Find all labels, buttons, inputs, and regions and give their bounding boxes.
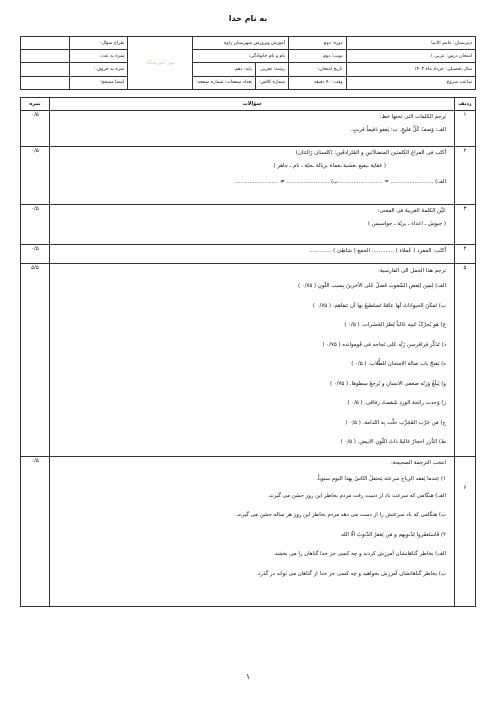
- question-line: ب) هنگامی که باد سرعتش را از دست می دهد مردم بخاطر این روز هر ساله جشن می گیرند.: [235, 512, 446, 518]
- question-score: ۰/۵: [21, 205, 50, 245]
- question-body: [50, 111, 455, 147]
- col-head-score: نمره: [21, 98, 50, 111]
- header-cell: سال تحصیلی: خرداد ماه ۱۴۰۳: [346, 63, 475, 76]
- question-line: اُکتُب فی الفراغ الکلمتین المتضادَّتینِ و المُتَرادِفَینِ: (کلستان ژالتتان): [295, 150, 446, 156]
- col-head-questions: سؤالات: [50, 98, 455, 111]
- header-cell: دبیرستان: عامم الانبیا: [346, 37, 475, 50]
- header-cell: [21, 50, 70, 63]
- header-cell: رشته: تجربی: [255, 63, 288, 76]
- header-cell: شماره کلاس:: [255, 76, 288, 89]
- question-number: ۲: [455, 147, 476, 205]
- question-number: ۴: [455, 245, 476, 264]
- question-line: ب) تَمکَنَ الحیواناتُ لَها عامّةٌ تَستَطیعُ بها اَن تتفاهم. ( ۰/۷۵ ): [312, 302, 446, 309]
- question-line: ح) مَن جَرَّب المُجَرِّب حلَّت بِه النّدامة. ( ۰/۵ ): [345, 419, 446, 426]
- questions-table: [20, 97, 476, 607]
- question-line: عَیِّن الکلمةَ الغریبةَ فی المعنی:: [377, 208, 446, 214]
- header-cell: آموزش وپرورش شهرستان زاوه: [193, 37, 289, 50]
- header-cell: [21, 37, 70, 50]
- header-cell: امضا مصحح:: [70, 76, 128, 89]
- question-line: ۲) فَاستَغفَروا لِذُنوبِهم و مَن یَغفرُ الذّنوبَ الّا الله: [341, 531, 446, 538]
- question-body: [50, 147, 455, 205]
- question-line: الف) هنگامی که سرعت باد از دست رفت مردم بخاطر این روز جشن می گیرند.: [267, 492, 446, 499]
- question-score: ۵/۵: [21, 263, 50, 456]
- header-cell: [21, 76, 70, 89]
- question-score: ۰/۵: [21, 245, 50, 264]
- question-line: ز) وَجدت رائحة الوردِ شَمَمتُ رفاقی. ( ۰/۵ ): [347, 400, 446, 406]
- question-line: ( غقایة ـبقیع ـعشبة ـغماة ـزیالة ـحیّة ـ نام ـ جاهر ): [273, 162, 386, 169]
- question-row: [21, 147, 476, 205]
- col-head-row: ردیف: [455, 98, 476, 111]
- question-line: ط) الدُّرر احجارٌ غالیةٌ ذاتُ اللّونِ الابیض. ( ۰/۵ ): [340, 439, 446, 445]
- question-line: انتخب الترجمة الصحیحة:: [390, 459, 446, 466]
- question-number: ۳: [455, 205, 476, 245]
- question-line: د) تَذکَّر فرافرسن رَبَّه عَلی نَجاحه فی قَوموانده ( ۰/۷۵ ): [322, 341, 446, 348]
- question-body: [50, 263, 455, 456]
- question-row: [21, 263, 476, 456]
- question-line: ه) یَفتحُ باب صالة الامتحان للطُّلاب. ( ۰/۵ ): [351, 361, 446, 367]
- question-line: ج) هو یُحرّکُ عَینِه غالباً لِطرَ الحَشرات. ( ۰/۵ ): [344, 322, 446, 328]
- question-line: ب) بخاطر گناهانشان آمرزش بخواهید و چه کسی جز خدا از گناهان می تواند در گذرد.: [256, 570, 446, 577]
- question-body: [50, 205, 455, 245]
- exam-header-table: [20, 36, 476, 90]
- question-line: اُکتُب: المفرد ( عُملاء ) ............. الجمع ( شاطِئ ) .............: [309, 248, 446, 254]
- question-line: و) یَبلُغُ وَزنُه ضعفی الانسانِ و یُرجعُ سطوها. ( ۰/۷۵ ): [329, 380, 446, 387]
- header-cell: نمره به عدد:: [70, 50, 128, 63]
- header-cell: دوره: دوم: [289, 37, 347, 50]
- question-line: ترجم الکلمات التی تحتها خط:: [379, 114, 446, 120]
- question-row: [21, 245, 476, 264]
- question-row: [21, 205, 476, 245]
- question-line: ( جیوش ـ اعداء ـ بریّة ـ جواسیس ): [367, 220, 446, 227]
- header-cell: تعداد صفحات: شماره صفحه:: [193, 76, 256, 89]
- page-title: به نام خدا: [228, 14, 268, 23]
- header-cell: نوبت: دوم: [289, 50, 347, 63]
- header-cell: پایه: دهم: [193, 63, 256, 76]
- question-line: الف) ......................... = ......................... ب) ......................... ≠ .........................: [235, 179, 446, 185]
- header-cell: تاریخ امتحان:: [289, 63, 347, 76]
- question-line: الف) بخاطر گناهانشان آمرزش کردند و چه کسی جز خدا گناهان را می بخشد.: [273, 551, 446, 557]
- question-line: الف: وَصفُ کُلِّ مَلیحٍ. ب: یَعفو دَقیماً قریبٍ.: [350, 126, 446, 133]
- header-cell: [21, 63, 70, 76]
- question-body: [50, 456, 455, 606]
- school-stamp-box: مهر آموزشگاه: [128, 37, 193, 90]
- question-score: ۰/۵: [21, 111, 50, 147]
- header-cell: ساعت شروع:: [346, 76, 475, 89]
- header-cell: امتحان درس: عربی ۱: [346, 50, 475, 63]
- question-score: ۰/۵: [21, 147, 50, 205]
- header-cell: وقت: ۷۰ دقیقه: [289, 76, 347, 89]
- question-number: ۶: [455, 456, 476, 606]
- question-line: الف) لِسِن لِبَعض الشّعوب فَضلٌ عَلی الآخرینَ بِسبب اللّونِ ( ۰/۷۵ ): [297, 283, 446, 289]
- question-row: [21, 456, 476, 606]
- question-number: ۵: [455, 263, 476, 456]
- page-number: ۱: [245, 672, 251, 681]
- question-line: ۱) عِندما یَفقد الریاح سرعته یَحتفلُ النّاسُ بِهذا الیوم سنویاً.: [316, 476, 446, 482]
- question-line: ترجم هذا الجمل الی الفارسیة:: [378, 267, 446, 274]
- question-row: [21, 111, 476, 147]
- header-cell: نمره به حروف :: [70, 63, 128, 76]
- header-cell: طراح سؤال:: [70, 37, 128, 50]
- header-cell: نام و نام خانوادگی:: [193, 50, 289, 63]
- question-score: ۰/۵: [21, 456, 50, 606]
- question-body: [50, 245, 455, 264]
- question-number: ۱: [455, 111, 476, 147]
